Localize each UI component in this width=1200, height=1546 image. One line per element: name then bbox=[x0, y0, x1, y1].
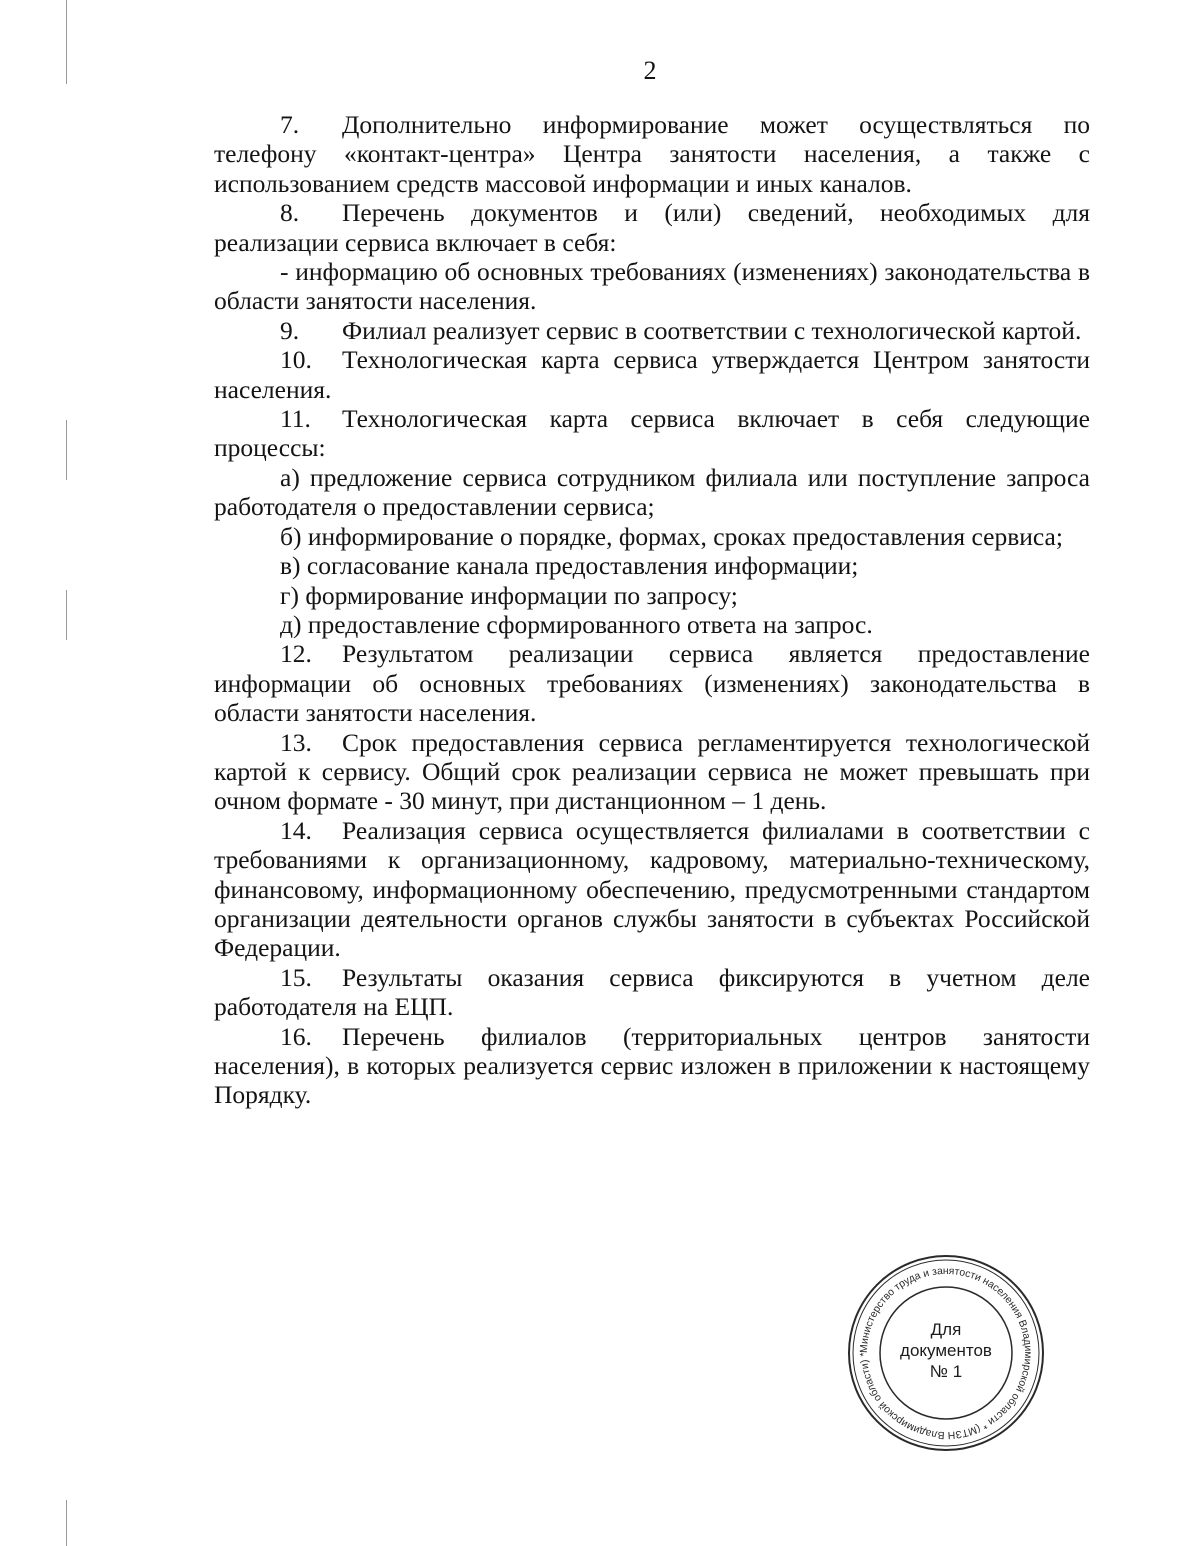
paragraph bbox=[214, 404, 1090, 463]
paragraph-text: Реализация сервиса осуществляется филиалами в соответствии с требованиями к организационному, кадровому, материально-техническому, финансовому, информационному обеспечению, предусмотренными стандартом организации деятельности органов службы занятости в субъектах Российской Федерации. bbox=[214, 815, 1090, 963]
paragraph-text: в) согласование канала предоставления информации; bbox=[280, 551, 859, 581]
page-number: 2 bbox=[643, 56, 657, 85]
paragraph-number: 8. bbox=[280, 198, 300, 228]
paragraph-text: Дополнительно информирование может осуществляться по телефону «контакт-центра» Центра занятости населения, а также с использованием средств массовой информации и иных каналов. bbox=[214, 110, 1090, 198]
paragraph bbox=[214, 1022, 1090, 1110]
paragraph bbox=[214, 345, 1090, 404]
margin-mark-middle bbox=[66, 420, 67, 480]
document-body bbox=[214, 110, 1090, 1110]
seal-line-3: № 1 bbox=[929, 1362, 963, 1381]
official-seal bbox=[846, 1253, 1046, 1453]
paragraph-number: 9. bbox=[280, 315, 300, 345]
paragraph-text: Результаты оказания сервиса фиксируются в учетном деле работодателя на ЕЦП. bbox=[214, 962, 1090, 1022]
paragraph-text: г) формирование информации по запросу; bbox=[280, 580, 738, 610]
seal-line-2: документов bbox=[900, 1341, 992, 1360]
seal-line-1: Для bbox=[930, 1320, 962, 1339]
paragraph-text: Технологическая карта сервиса утверждается Центром занятости населения. bbox=[214, 345, 1090, 404]
paragraph-text: д) предоставление сформированного ответа на запрос. bbox=[280, 609, 873, 639]
paragraph bbox=[214, 816, 1090, 963]
paragraph bbox=[214, 257, 1090, 316]
margin-mark-bottom bbox=[66, 1500, 67, 1546]
paragraph bbox=[214, 728, 1090, 816]
paragraph bbox=[214, 463, 1090, 522]
paragraph bbox=[214, 522, 1090, 551]
paragraph-number: 11. bbox=[280, 404, 311, 434]
paragraph-number: 13. bbox=[280, 727, 312, 757]
paragraph-number: 14. bbox=[280, 815, 312, 845]
paragraph-text: Технологическая карта сервиса включает в себя следующие процессы: bbox=[214, 404, 1090, 463]
paragraph-text: Срок предоставления сервиса регламентируется технологической картой к сервису. Общий срок реализации сервиса не может превышать при очном формате - 30 минут, при дистанционном – 1 день. bbox=[214, 727, 1090, 816]
paragraph bbox=[214, 963, 1090, 1022]
paragraph bbox=[214, 551, 1090, 580]
paragraph-text: Результатом реализации сервиса является предоставление информации об основных требованиях (изменениях) законодательства в области занятости населения. bbox=[214, 639, 1090, 728]
paragraph-text: а) предложение сервиса сотрудником филиала или поступление запроса работодателя о предоставлении сервиса; bbox=[214, 462, 1090, 522]
paragraph bbox=[214, 198, 1090, 257]
paragraph-text: Филиал реализует сервис в соответствии с технологической картой. bbox=[342, 315, 1082, 345]
paragraph-text: б) информирование о порядке, формах, сроках предоставления сервиса; bbox=[280, 521, 1063, 551]
paragraph-text: Перечень документов и (или) сведений, необходимых для реализации сервиса включает в себя: bbox=[214, 198, 1090, 257]
seal-inner-text bbox=[886, 1319, 1006, 1382]
paragraph-number: 16. bbox=[280, 1021, 312, 1051]
paragraph-number: 7. bbox=[280, 110, 300, 139]
paragraph bbox=[214, 581, 1090, 610]
paragraph bbox=[214, 610, 1090, 639]
paragraph-number: 10. bbox=[280, 345, 312, 375]
paragraph-number: 12. bbox=[280, 639, 312, 669]
paragraph-text: - информацию об основных требованиях (изменениях) законодательства в области занятости населения. bbox=[214, 257, 1090, 316]
margin-mark-lower bbox=[66, 590, 67, 640]
paragraph bbox=[214, 639, 1090, 727]
paragraph bbox=[214, 316, 1090, 345]
paragraph-text: Перечень филиалов (территориальных центров занятости населения), в которых реализуется сервис изложен в приложении к настоящему Порядку. bbox=[214, 1021, 1090, 1110]
paragraph bbox=[214, 110, 1090, 198]
paragraph-number: 15. bbox=[280, 962, 312, 992]
seal-ring-text: Министерство труда и занятости населения Владимирской области * (МТЗН Владимирской области) * bbox=[858, 1265, 1034, 1441]
